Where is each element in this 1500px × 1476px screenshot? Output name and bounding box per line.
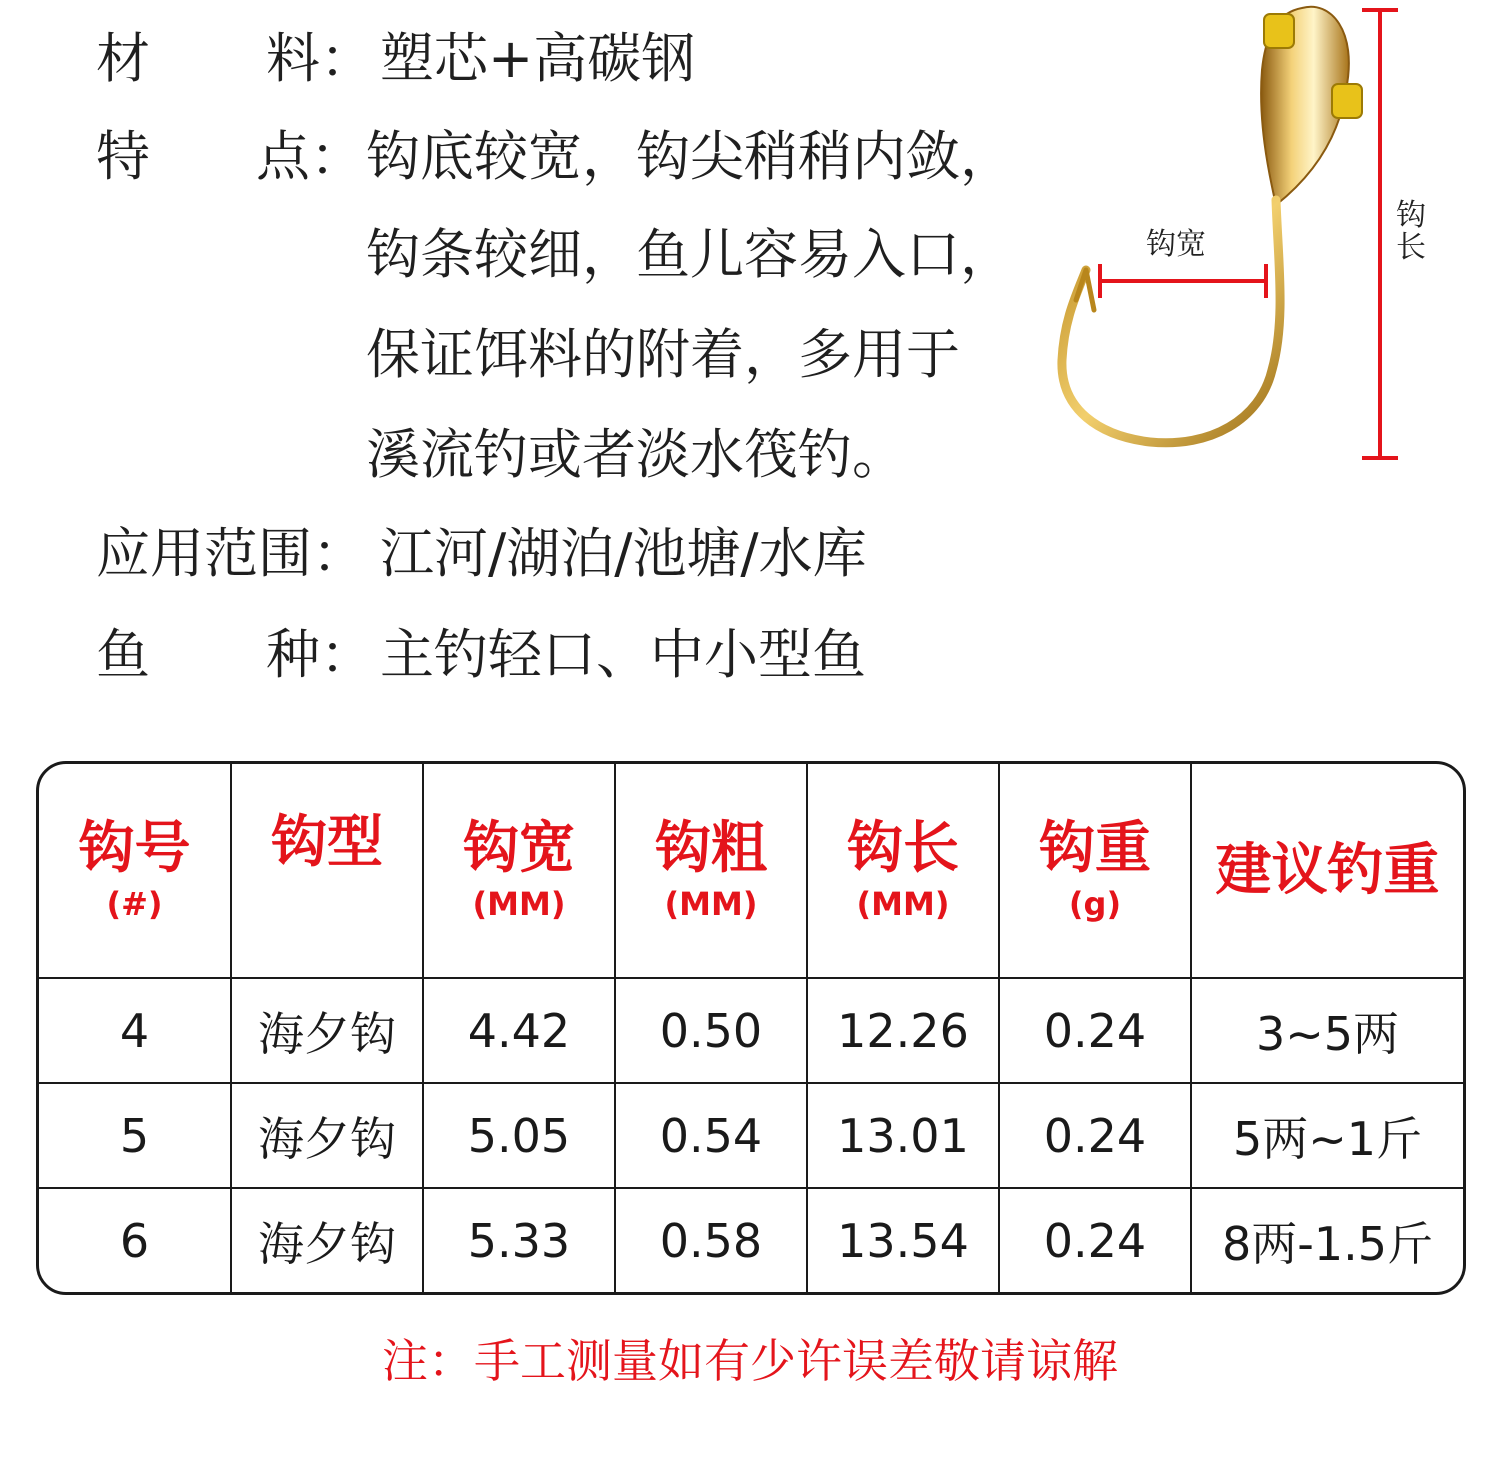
spec-usage-label: 应用范围： — [96, 522, 366, 585]
spec-material — [0, 27, 1040, 90]
spec-fish-label-b: 种： — [266, 623, 374, 686]
header-unit: (g) — [1068, 885, 1122, 924]
header-title: 钩型 — [271, 810, 383, 875]
table-cell: 13.01 — [807, 1083, 999, 1188]
table-cell: 4.42 — [423, 978, 615, 1083]
header-unit: (#) — [106, 885, 163, 924]
spec-material-value: 塑芯+高碳钢 — [380, 27, 696, 90]
header-unit: (MM) — [472, 885, 566, 924]
table-cell: 海夕钩 — [231, 978, 423, 1083]
table-cell: 8两-1.5斤 — [1191, 1188, 1463, 1293]
table-cell: 3~5两 — [1191, 978, 1463, 1083]
table-cell: 0.24 — [999, 1083, 1191, 1188]
spec-usage — [0, 522, 1040, 585]
hook-length-label-char: 长 — [1396, 229, 1426, 265]
hook-width-label: 钩宽 — [1146, 227, 1206, 262]
header-hook-weight — [999, 764, 1191, 978]
spec-material-label-a: 材 — [96, 27, 150, 90]
measurement-note: 注：手工测量如有少许误差敬请谅解 — [382, 1334, 1118, 1388]
header-unit: (MM) — [856, 885, 950, 924]
feature-line: 钩条较细，鱼儿容易入口， — [366, 223, 1014, 286]
table-cell: 5.33 — [423, 1188, 615, 1293]
hook-spec-table — [36, 761, 1466, 1295]
header-title: 钩重 — [1039, 815, 1151, 881]
spec-fish-value: 主钓轻口、中小型鱼 — [380, 623, 866, 686]
hook-diagram — [1040, 0, 1500, 480]
header-title: 建议钓重 — [1215, 837, 1440, 903]
feature-line: 钩底较宽，钩尖稍稍内敛， — [366, 125, 1014, 188]
spec-usage-value: 江河/湖泊/池塘/水库 — [380, 522, 867, 585]
header-hook-length — [807, 764, 999, 978]
table-cell: 12.26 — [807, 978, 999, 1083]
table-cell: 0.54 — [615, 1083, 807, 1188]
spec-material-label-b: 料： — [266, 27, 374, 90]
header-title: 钩号 — [78, 815, 191, 881]
table-row — [39, 1083, 1463, 1188]
feature-line: 保证饵料的附着，多用于 — [366, 323, 960, 386]
table-cell: 0.50 — [615, 978, 807, 1083]
table-row — [39, 978, 1463, 1083]
table-cell: 5.05 — [423, 1083, 615, 1188]
table-cell: 0.24 — [999, 1188, 1191, 1293]
header-suggested-fish-weight — [1191, 764, 1463, 978]
header-title: 钩粗 — [655, 815, 767, 881]
table-cell: 6 — [39, 1188, 231, 1293]
hook-length-label — [1394, 200, 1428, 263]
table-cell: 4 — [39, 978, 231, 1083]
table-cell: 13.54 — [807, 1188, 999, 1293]
table-cell: 0.58 — [615, 1188, 807, 1293]
hook-bead — [1264, 14, 1294, 48]
table-cell: 5两~1斤 — [1191, 1083, 1463, 1188]
spec-fish — [0, 623, 1040, 686]
table-cell: 海夕钩 — [231, 1083, 423, 1188]
header-title: 钩宽 — [463, 815, 575, 881]
hook-length-label-char: 钩 — [1396, 198, 1426, 233]
header-hook-width — [423, 764, 615, 978]
header-title: 钩长 — [847, 815, 959, 881]
table-cell: 0.24 — [999, 978, 1191, 1083]
hook-bead — [1332, 84, 1362, 118]
header-hook-type — [231, 764, 423, 978]
table-cell: 5 — [39, 1083, 231, 1188]
header-unit: (MM) — [664, 885, 758, 924]
spec-fish-label-a: 鱼 — [96, 623, 150, 686]
hook-barb — [1076, 270, 1094, 310]
table-row — [39, 1188, 1463, 1293]
table-cell: 海夕钩 — [231, 1188, 423, 1293]
feature-line: 溪流钓或者淡水筏钓。 — [366, 423, 906, 486]
table-header-row — [39, 764, 1463, 978]
hook-illustration — [1040, 0, 1500, 480]
header-hook-thickness — [615, 764, 807, 978]
spec-features-label-a: 特 — [96, 125, 150, 188]
spec-features-label-b: 点： — [256, 125, 364, 188]
header-hook-number — [39, 764, 231, 978]
